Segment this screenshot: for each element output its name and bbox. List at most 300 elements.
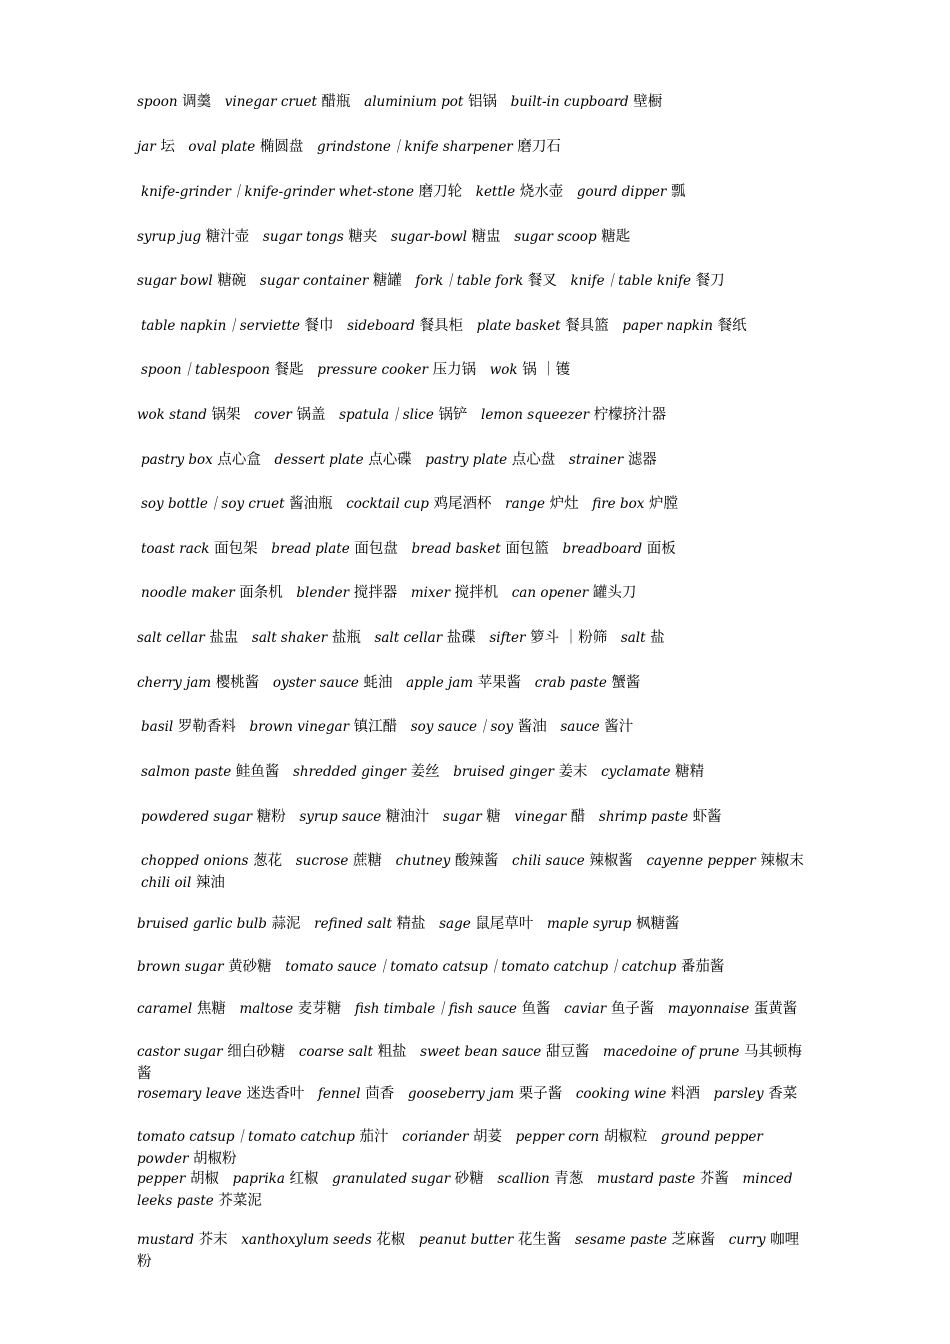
english-term: range [505,496,545,512]
english-term: xanthoxylum seeds [241,1232,372,1248]
vocab-line [137,136,817,158]
vocab-entry [332,1171,484,1187]
chinese-term: 搅拌器 [353,585,398,601]
vocab-line [137,226,817,248]
vocab-entry [374,630,475,646]
vocab-line [137,716,821,738]
vocab-line [137,359,821,381]
english-term: cocktail cup [346,496,429,512]
vocab-line [137,493,821,515]
english-term: rosemary leave [137,1086,242,1102]
english-term: salmon paste [141,764,232,780]
vocab-line [137,1168,817,1212]
vocab-entry [339,407,467,423]
english-term: chili sauce [512,853,585,869]
english-term: noodle maker [141,585,235,601]
vocab-line [137,850,821,894]
chinese-term: 锅铲 [438,407,468,423]
vocab-entry [141,719,236,735]
chinese-term: 芥末 [198,1232,228,1248]
chinese-term: 锅架 [211,407,241,423]
vocab-entry [516,1129,648,1145]
chinese-term: 鼠尾草叶 [475,916,534,932]
english-term: salt cellar [137,630,205,646]
chinese-term: 茄汁 [359,1129,389,1145]
vocab-entry [141,809,286,825]
vocab-entry [406,675,521,691]
vocab-entry [481,407,666,423]
vocab-entry [535,675,641,691]
english-term: blender [296,585,350,601]
chinese-term: 糖碗 [217,273,247,289]
vocab-entry [511,94,663,110]
chinese-term: 镇江醋 [353,719,398,735]
vocab-entry [299,1044,407,1060]
chinese-term: 醋 [570,809,586,825]
vocab-line [137,270,817,292]
english-term: sauce [560,719,600,735]
english-term: fire box [592,496,645,512]
chinese-term: 搅拌机 [454,585,499,601]
vocab-entry [137,630,238,646]
vocab-entry [249,719,397,735]
english-term: ground pepper powder [137,1129,763,1167]
vocab-entry [299,809,429,825]
chinese-term: 花生酱 [517,1232,562,1248]
chinese-term: 面条机 [239,585,283,601]
vocab-entry [141,318,334,334]
vocab-entry [273,675,393,691]
vocab-entry [239,1001,341,1017]
english-term: parsley [713,1086,764,1102]
chinese-term: 炉灶 [549,496,579,512]
vocab-entry [233,1171,319,1187]
chinese-term: 辣油 [195,875,225,891]
english-term: bruised garlic bulb [137,916,267,932]
vocab-entry [477,318,609,334]
vocab-entry [489,630,607,646]
vocab-entry [408,1086,562,1102]
vocab-entry [453,764,587,780]
vocab-entry [443,809,501,825]
english-term: pastry plate [425,452,508,468]
chinese-term: 椭圆盘 [259,139,304,155]
english-term: coriander [402,1129,469,1145]
chinese-term: 盐盅 [209,630,239,646]
english-term: cooking wine [575,1086,667,1102]
chinese-term: 醋瓶 [321,94,351,110]
chinese-term: 鲑鱼酱 [235,764,280,780]
english-term: knife-grinder｜knife-grinder whet-stone [141,184,415,200]
vocab-entry [141,452,261,468]
chinese-term: 面包盘 [354,541,398,557]
english-term: sugar scoop [514,229,597,245]
english-term: bread plate [271,541,350,557]
english-term: mixer [410,585,451,601]
vocab-entry [476,184,563,200]
vocab-entry [137,959,272,975]
english-term: caramel [137,1001,193,1017]
chinese-term: 葱花 [253,853,283,869]
chinese-term: 辣椒酱 [589,853,633,869]
english-term: cover [254,407,292,423]
vocab-entry [318,1086,394,1102]
chinese-term: 酱汁 [604,719,634,735]
english-term: sifter [489,630,526,646]
english-term: scallion [497,1171,550,1187]
vocab-entry [137,1086,304,1102]
chinese-term: 苹果酱 [477,675,522,691]
chinese-term: 辣椒末 [760,853,804,869]
vocab-line [137,449,821,471]
vocab-entry [714,1086,798,1102]
vocab-entry [137,1129,389,1145]
chinese-term: 餐具柜 [419,318,464,334]
vocab-entry [411,541,548,557]
english-term: spatula｜slice [339,407,434,423]
english-term: fork｜table fork [415,273,524,289]
vocab-entry [141,585,283,601]
vocab-entry [137,1232,228,1248]
chinese-term: 壁橱 [633,94,663,110]
vocab-entry [514,809,585,825]
vocab-line [137,538,821,560]
vocab-entry [512,853,633,869]
chinese-term: 胡椒 [189,1171,219,1187]
english-term: wok [489,362,518,378]
english-term: breadboard [562,541,643,557]
vocab-entry [592,496,678,512]
chinese-term: 精盐 [396,916,426,932]
english-term: pastry box [141,452,213,468]
vocab-entry [314,916,425,932]
vocab-entry [346,496,491,512]
vocab-entry [254,407,325,423]
vocab-entry [271,541,398,557]
chinese-term: 锅 ｜镬 [522,362,571,378]
chinese-term: 糖精 [675,764,705,780]
vocab-entry [411,719,547,735]
vocab-entry [317,139,561,155]
chinese-term: 芥菜泥 [218,1193,262,1209]
english-term: peanut butter [418,1232,514,1248]
vocab-entry [391,229,501,245]
chinese-term: 糖油汁 [385,809,430,825]
chinese-term: 餐刀 [695,273,725,289]
english-term: can opener [511,585,589,601]
chinese-term: 粗盐 [377,1044,407,1060]
english-term: chopped onions [141,853,249,869]
vocab-entry [137,139,175,155]
chinese-term: 面包篮 [505,541,549,557]
vocab-entry [141,541,258,557]
english-term: sugar container [259,273,369,289]
vocab-entry [439,916,533,932]
vocab-line [137,582,821,604]
vocab-line [137,315,821,337]
chinese-term: 鸡尾酒杯 [433,496,492,512]
english-term: chutney [395,853,451,869]
vocab-entry [137,94,211,110]
vocab-line [137,91,817,113]
chinese-term: 蚝油 [363,675,393,691]
english-term: salt [620,630,646,646]
vocab-entry [141,184,462,200]
english-term: minced leeks paste [137,1171,793,1209]
vocab-line [137,998,817,1020]
vocab-line [137,1126,817,1170]
chinese-term: 盐瓶 [331,630,361,646]
english-term: chili oil [141,875,192,891]
vocab-entry [547,916,680,932]
english-term: spoon｜tablespoon [141,362,270,378]
chinese-term: 滤器 [627,452,657,468]
english-term: crab paste [534,675,607,691]
vocab-entry [569,452,657,468]
english-term: refined salt [314,916,392,932]
vocab-entry [188,139,303,155]
vocab-entry [490,362,571,378]
chinese-term: 面包架 [214,541,258,557]
english-term: plate basket [476,318,561,334]
vocab-line [137,1041,817,1085]
chinese-term: 调羹 [182,94,212,110]
english-term: maple syrup [546,916,632,932]
vocab-entry [425,452,555,468]
chinese-term: 糖罐 [372,273,402,289]
vocab-entry [560,719,633,735]
english-term: table napkin｜serviette [141,318,300,334]
english-term: built-in cupboard [510,94,629,110]
vocab-entry [599,809,722,825]
english-term: mustard paste [596,1171,696,1187]
chinese-term: 烧水壶 [519,184,564,200]
vocab-entry [621,630,665,646]
vocab-line [137,1229,817,1273]
vocab-entry [575,1232,715,1248]
chinese-term: 餐叉 [527,273,557,289]
english-term: pepper corn [515,1129,600,1145]
vocab-entry [241,1232,405,1248]
english-term: sugar tongs [262,229,344,245]
chinese-term: 红椒 [289,1171,319,1187]
vocab-entry [622,318,746,334]
vocab-line [137,181,821,203]
chinese-term: 点心盘 [511,452,556,468]
chinese-term: 迷迭香叶 [246,1086,305,1102]
vocab-entry [512,585,637,601]
english-term: oval plate [188,139,256,155]
vocab-entry [293,764,440,780]
chinese-term: 糖汁壶 [205,229,250,245]
english-term: bruised ginger [453,764,554,780]
vocab-entry [137,1001,226,1017]
vocab-entry [668,1001,797,1017]
chinese-term: 箩斗 ｜粉筛 [530,630,608,646]
chinese-term: 麦芽糖 [297,1001,342,1017]
vocab-entry [364,94,497,110]
english-term: syrup jug [137,229,202,245]
vocab-entry [576,1086,700,1102]
english-term: cherry jam [137,675,212,691]
english-term: shredded ginger [292,764,406,780]
english-term: curry [728,1232,766,1248]
chinese-term: 甜豆酱 [545,1044,590,1060]
vocab-entry [420,1044,589,1060]
vocab-entry [396,853,499,869]
english-term: oyster sauce [272,675,359,691]
english-term: grindstone｜knife sharpener [316,139,513,155]
chinese-term: 胡椒粉 [193,1151,237,1167]
chinese-term: 酸辣酱 [454,853,499,869]
chinese-term: 餐巾 [304,318,334,334]
english-term: pepper [137,1171,186,1187]
english-term: pressure cooker [317,362,428,378]
chinese-term: 点心盒 [217,452,261,468]
chinese-term: 芝麻酱 [671,1232,716,1248]
chinese-term: 糖盅 [471,229,501,245]
vocab-entry [296,585,397,601]
vocab-line [137,806,821,828]
vocab-line [137,1083,817,1105]
chinese-term: 蛋黄酱 [753,1001,798,1017]
chinese-term: 砂糖 [454,1171,484,1187]
vocab-entry [577,184,686,200]
english-term: strainer [568,452,624,468]
chinese-term: 罐头刀 [592,585,637,601]
chinese-term: 盐 [650,630,665,646]
chinese-term: 坛 [160,139,175,155]
english-term: gourd dipper [576,184,667,200]
english-term: sesame paste [575,1232,668,1248]
chinese-term: 餐匙 [274,362,304,378]
vocab-entry [317,362,476,378]
vocab-entry [260,273,402,289]
vocab-entry [505,496,578,512]
english-term: vinegar [514,809,567,825]
english-term: paper napkin [622,318,713,334]
chinese-term: 樱桃酱 [215,675,260,691]
vocab-entry [141,764,279,780]
vocab-line [137,761,821,783]
vocab-line [137,956,817,978]
vocab-entry [285,959,724,975]
english-term: lemon squeezer [481,407,590,423]
vocab-entry [275,452,412,468]
chinese-term: 酱油瓶 [289,496,333,512]
vocab-entry [514,229,630,245]
english-term: salt shaker [251,630,328,646]
vocab-line [137,404,817,426]
vocab-entry [562,541,675,557]
chinese-term: 料酒 [670,1086,700,1102]
vocab-entry [416,273,557,289]
chinese-term: 蒜泥 [271,916,301,932]
chinese-term: 姜丝 [410,764,440,780]
vocab-entry [225,94,351,110]
chinese-term: 铝锅 [467,94,497,110]
vocab-entry [355,1001,551,1017]
vocab-entry [347,318,463,334]
vocab-entry [141,362,304,378]
vocab-line [137,913,817,935]
chinese-term: 蔗糖 [353,853,382,869]
chinese-term: 盐碟 [446,630,476,646]
vocab-entry [137,1044,285,1060]
english-term: sideboard [347,318,415,334]
english-term: aluminium pot [364,94,464,110]
chinese-term: 细白砂糖 [227,1044,286,1060]
chinese-term: 锅盖 [296,407,326,423]
chinese-term: 番茄酱 [680,959,725,975]
english-term: cayenne pepper [646,853,756,869]
chinese-term: 糖 [486,809,501,825]
vocab-entry [141,875,225,891]
english-term: salt cellar [374,630,443,646]
english-term: macedoine of prune [602,1044,740,1060]
vocab-entry [601,764,704,780]
vocab-entry [646,853,803,869]
english-term: jar [137,139,156,155]
vocab-entry [141,496,333,512]
chinese-term: 芥酱 [699,1171,729,1187]
english-term: syrup sauce [299,809,382,825]
vocab-entry [137,273,246,289]
english-term: granulated sugar [332,1171,451,1187]
chinese-term: 青葱 [554,1171,584,1187]
vocab-entry [419,1232,562,1248]
english-term: maltose [239,1001,294,1017]
english-term: paprika [232,1171,285,1187]
chinese-term: 鱼子酱 [610,1001,655,1017]
vocab-entry [402,1129,502,1145]
english-term: sugar bowl [137,273,213,289]
chinese-term: 糖匙 [601,229,631,245]
chinese-term: 酱油 [517,719,547,735]
vocab-entry [263,229,377,245]
chinese-term: 黄砂糖 [228,959,272,975]
english-term: shrimp paste [598,809,689,825]
english-term: wok stand [137,407,207,423]
vocab-entry [141,853,282,869]
vocab-entry [570,273,724,289]
chinese-term: 蟹酱 [611,675,641,691]
english-term: sugar [442,809,482,825]
chinese-term: 磨刀轮 [418,184,463,200]
chinese-term: 餐纸 [717,318,747,334]
chinese-term: 枫糖酱 [636,916,680,932]
english-term: caviar [564,1001,607,1017]
english-term: spoon [137,94,178,110]
vocab-entry [137,407,241,423]
english-term: knife｜table knife [570,273,692,289]
vocab-entry [137,916,301,932]
chinese-term: 花椒 [376,1232,406,1248]
chinese-term: 香菜 [768,1086,798,1102]
english-term: bread basket [411,541,501,557]
english-term: fennel [317,1086,361,1102]
chinese-term: 栗子酱 [518,1086,563,1102]
english-term: sage [439,916,471,932]
vocab-entry [137,229,249,245]
chinese-term: 姜末 [558,764,588,780]
english-term: mayonnaise [667,1001,750,1017]
chinese-term: 压力锅 [432,362,477,378]
vocab-entry [137,675,259,691]
english-term: sucrose [295,853,349,869]
vocab-entry [137,1171,219,1187]
vocab-entry [252,630,361,646]
